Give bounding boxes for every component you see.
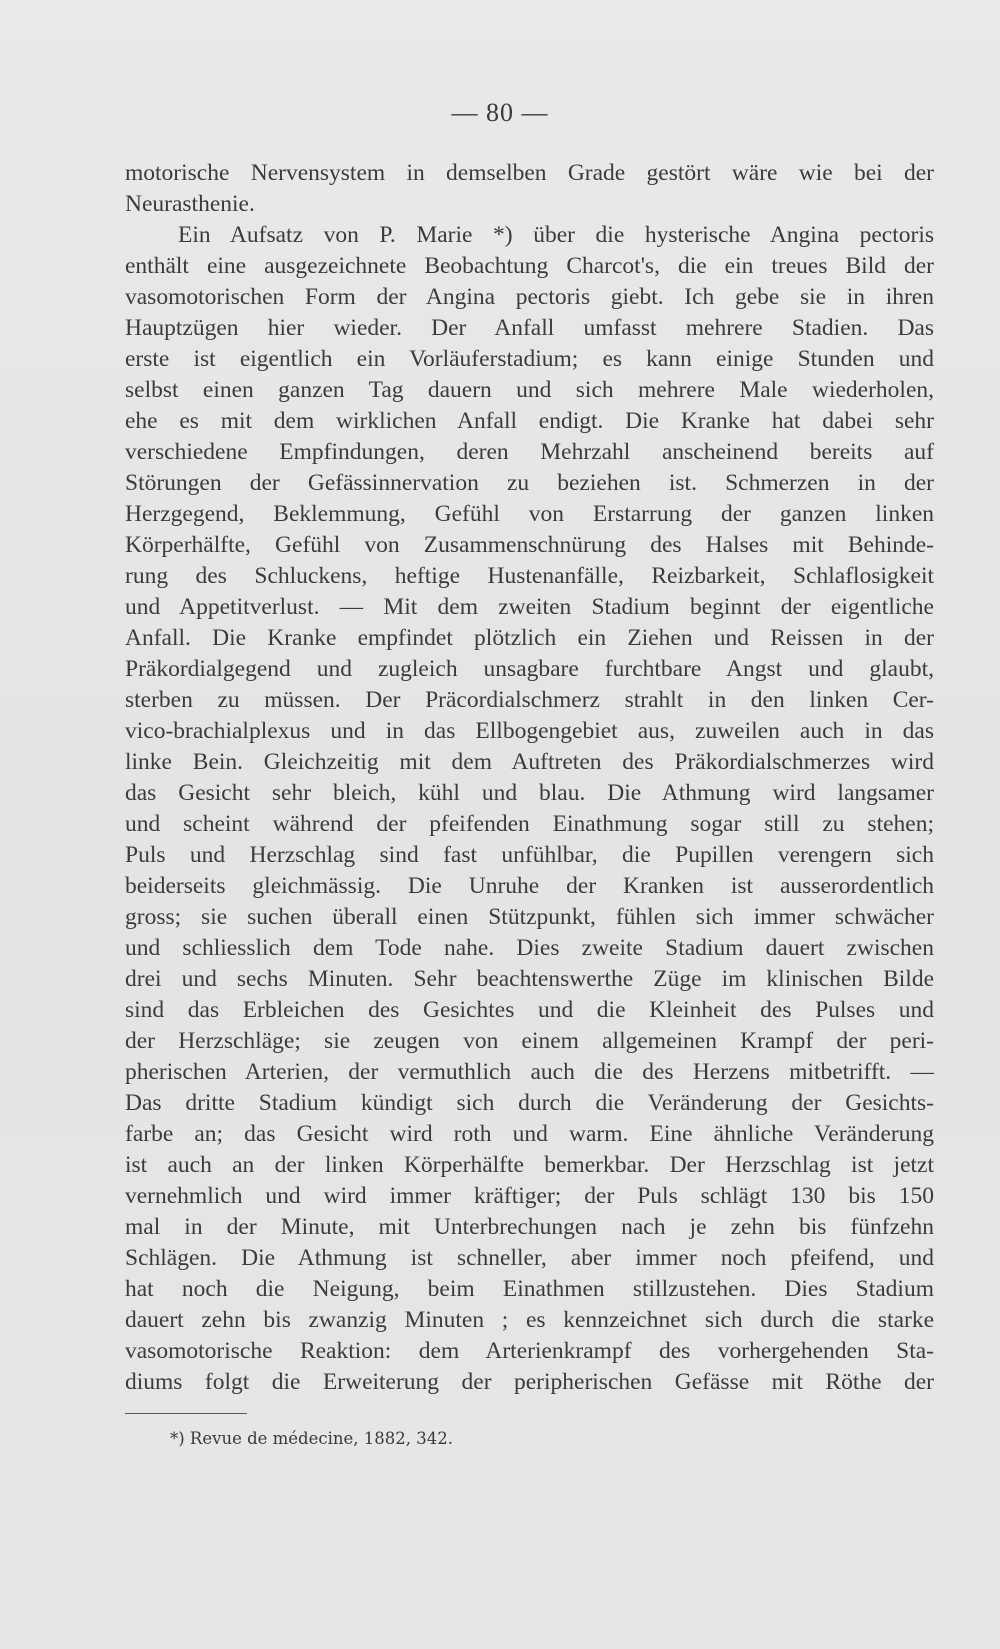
- text-line: linke Bein. Gleichzeitig mit dem Auftreten des Präkordialschmerzes wird: [125, 749, 934, 775]
- text-line: Präkordialgegend und zugleich unsagbare furchtbare Angst und glaubt,: [125, 656, 934, 682]
- text-line: Körperhälfte, Gefühl von Zusammenschnürung des Halses mit Behinde-: [125, 532, 934, 558]
- text-line: farbe an; das Gesicht wird roth und warm. Eine ähnliche Veränderung: [125, 1121, 934, 1147]
- text-line: verschiedene Empfindungen, deren Mehrzahl anscheinend bereits auf: [125, 439, 934, 465]
- text-line: das Gesicht sehr bleich, kühl und blau. Die Athmung wird langsamer: [125, 780, 934, 806]
- footnote: *) Revue de médecine, 1882, 342.: [170, 1429, 454, 1448]
- text-line: Störungen der Gefässinnervation zu beziehen ist. Schmerzen in der: [125, 470, 934, 496]
- text-line: gross; sie suchen überall einen Stützpunkt, fühlen sich immer schwächer: [125, 904, 934, 930]
- text-line: erste ist eigentlich ein Vorläuferstadium; es kann einige Stunden und: [125, 346, 934, 372]
- text-line: Anfall. Die Kranke empfindet plötzlich ein Ziehen und Reissen in der: [125, 625, 934, 651]
- text-line: rung des Schluckens, heftige Hustenanfälle, Reizbarkeit, Schlaflosigkeit: [125, 563, 934, 589]
- text-line: Ein Aufsatz von P. Marie *) über die hysterische Angina pectoris: [178, 222, 934, 248]
- text-line: Hauptzügen hier wieder. Der Anfall umfasst mehrere Stadien. Das: [125, 315, 934, 341]
- text-line: hat noch die Neigung, beim Einathmen stillzustehen. Dies Stadium: [125, 1276, 934, 1302]
- text-line: ehe es mit dem wirklichen Anfall endigt. Die Kranke hat dabei sehr: [125, 408, 934, 434]
- page-number: — 80 —: [451, 98, 549, 127]
- text-line: beiderseits gleichmässig. Die Unruhe der Kranken ist ausserordentlich: [125, 873, 934, 899]
- text-line: der Herzschläge; sie zeugen von einem allgemeinen Krampf der peri-: [125, 1028, 934, 1054]
- text-line: mal in der Minute, mit Unterbrechungen nach je zehn bis fünfzehn: [125, 1214, 934, 1240]
- text-line: Puls und Herzschlag sind fast unfühlbar, die Pupillen verengern sich: [125, 842, 934, 868]
- text-line: pherischen Arterien, der vermuthlich auch die des Herzens mitbetrifft. —: [125, 1059, 934, 1085]
- text-line: Herzgegend, Beklemmung, Gefühl von Erstarrung der ganzen linken: [125, 501, 934, 527]
- text-line: und Appetitverlust. — Mit dem zweiten Stadium beginnt der eigentliche: [125, 594, 934, 620]
- text-line: Das dritte Stadium kündigt sich durch die Veränderung der Gesichts-: [125, 1090, 934, 1116]
- text-line: Neurasthenie.: [125, 191, 255, 217]
- text-line: vico-brachialplexus und in das Ellbogengebiet aus, zuweilen auch in das: [125, 718, 934, 744]
- text-line: sind das Erbleichen des Gesichtes und die Kleinheit des Pulses und: [125, 997, 934, 1023]
- text-line: dauert zehn bis zwanzig Minuten ; es kennzeichnet sich durch die starke: [125, 1307, 934, 1333]
- text-line: selbst einen ganzen Tag dauern und sich mehrere Male wiederholen,: [125, 377, 934, 403]
- text-line: enthält eine ausgezeichnete Beobachtung Charcot's, die ein treues Bild der: [125, 253, 934, 279]
- text-line: und schliesslich dem Tode nahe. Dies zweite Stadium dauert zwischen: [125, 935, 934, 961]
- text-line: vernehmlich und wird immer kräftiger; der Puls schlägt 130 bis 150: [125, 1183, 934, 1209]
- footnote-rule: [125, 1413, 247, 1414]
- text-line: vasomotorische Reaktion: dem Arterienkrampf des vorhergehenden Sta-: [125, 1338, 934, 1364]
- text-line: diums folgt die Erweiterung der peripherischen Gefässe mit Röthe der: [125, 1369, 934, 1395]
- text-line: sterben zu müssen. Der Präcordialschmerz strahlt in den linken Cer-: [125, 687, 934, 713]
- text-line: motorische Nervensystem in demselben Grade gestört wäre wie bei der: [125, 160, 934, 186]
- text-line: ist auch an der linken Körperhälfte bemerkbar. Der Herzschlag ist jetzt: [125, 1152, 934, 1178]
- text-line: vasomotorischen Form der Angina pectoris giebt. Ich gebe sie in ihren: [125, 284, 934, 310]
- text-line: und scheint während der pfeifenden Einathmung sogar still zu stehen;: [125, 811, 934, 837]
- body-text: [125, 158, 934, 1398]
- text-line: Schlägen. Die Athmung ist schneller, aber immer noch pfeifend, und: [125, 1245, 934, 1271]
- text-line: drei und sechs Minuten. Sehr beachtenswerthe Züge im klinischen Bilde: [125, 966, 934, 992]
